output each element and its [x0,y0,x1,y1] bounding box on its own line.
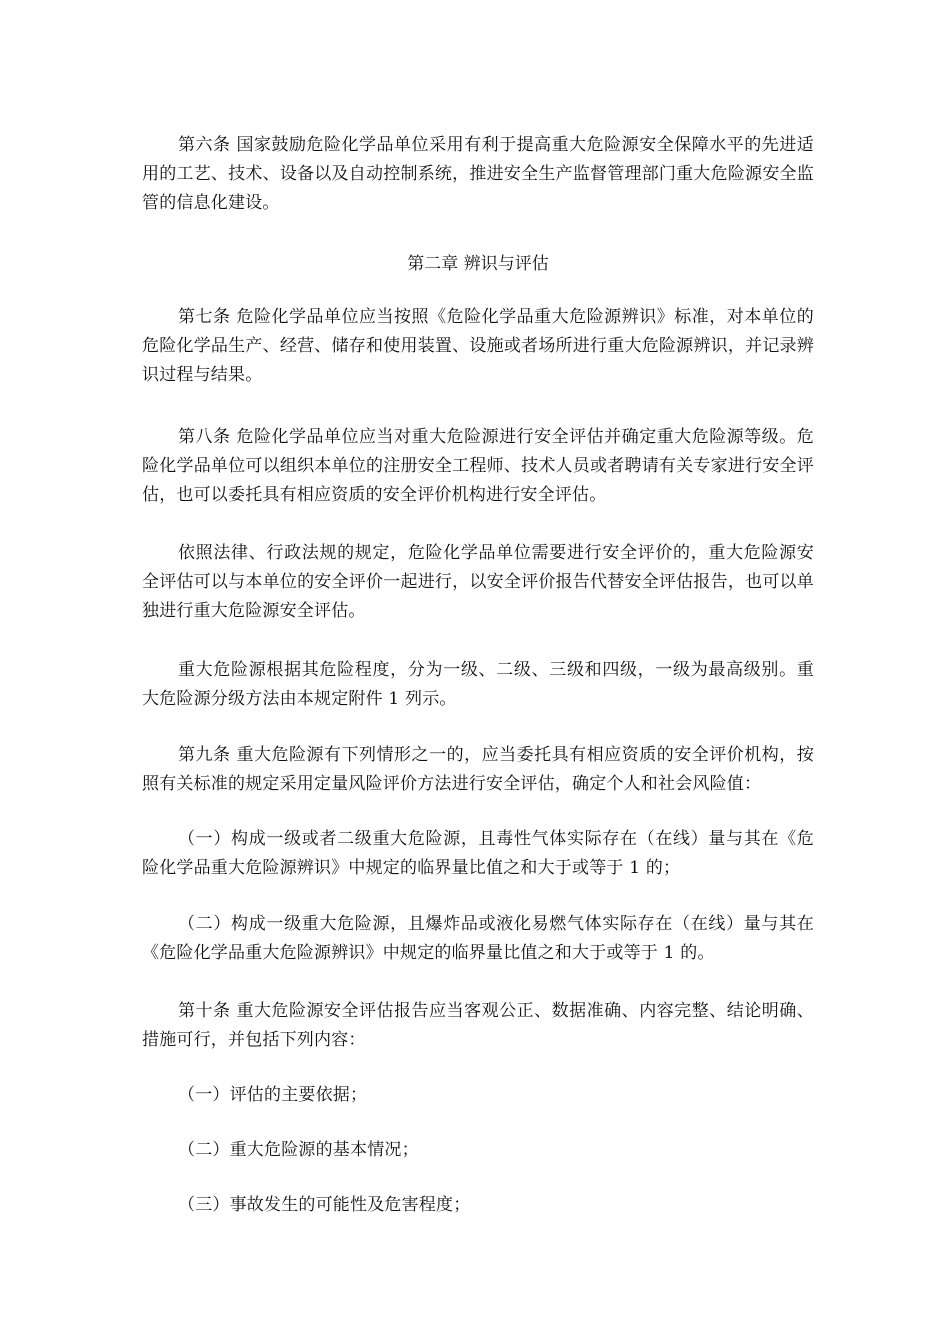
article-7-paragraph: 第七条 危险化学品单位应当按照《危险化学品重大危险源辨识》标准，对本单位的危险化学品生产、经营、储存和使用装置、设施或者场所进行重大危险源辨识，并记录辨识过程与结果。 [142,307,814,385]
article-10-item-1: （一）评估的主要依据； [178,1085,368,1105]
article-8-paragraph-2: 依照法律、行政法规的规定，危险化学品单位需要进行安全评价的，重大危险源安全评估可以与本单位的安全评价一起进行，以安全评价报告代替安全评估报告，也可以单独进行重大危险源安全评估。 [142,543,814,621]
article-10-item-2: （二）重大危险源的基本情况； [178,1140,419,1160]
article-10-item-3: （三）事故发生的可能性及危害程度； [178,1195,471,1215]
article-8-paragraph: 第八条 危险化学品单位应当对重大危险源进行安全评估并确定重大危险源等级。危险化学品单位可以组织本单位的注册安全工程师、技术人员或者聘请有关专家进行安全评估，也可以委托具有相应资质的安全评价机构进行安全评估。 [142,427,814,505]
article-6-paragraph: 第六条 国家鼓励危险化学品单位采用有利于提高重大危险源安全保障水平的先进适用的工艺、技术、设备以及自动控制系统，推进安全生产监督管理部门重大危险源安全监管的信息化建设。 [142,135,814,213]
article-9-paragraph: 第九条 重大危险源有下列情形之一的，应当委托具有相应资质的安全评价机构，按照有关标准的规定采用定量风险评价方法进行安全评估，确定个人和社会风险值： [142,745,814,794]
article-10-paragraph: 第十条 重大危险源安全评估报告应当客观公正、数据准确、内容完整、结论明确、措施可行，并包括下列内容： [142,1001,814,1050]
article-9-item-1: （一）构成一级或者二级重大危险源，且毒性气体实际存在（在线）量与其在《危险化学品重大危险源辨识》中规定的临界量比值之和大于或等于 1 的； [142,829,814,878]
article-9-item-2: （二）构成一级重大危险源，且爆炸品或液化易燃气体实际存在（在线）量与其在《危险化学品重大危险源辨识》中规定的临界量比值之和大于或等于 1 的。 [142,914,814,963]
chapter-2-heading: 第二章 辨识与评估 [407,254,549,274]
article-8-paragraph-3: 重大危险源根据其危险程度，分为一级、二级、三级和四级，一级为最高级别。重大危险源分级方法由本规定附件 1 列示。 [142,660,814,709]
